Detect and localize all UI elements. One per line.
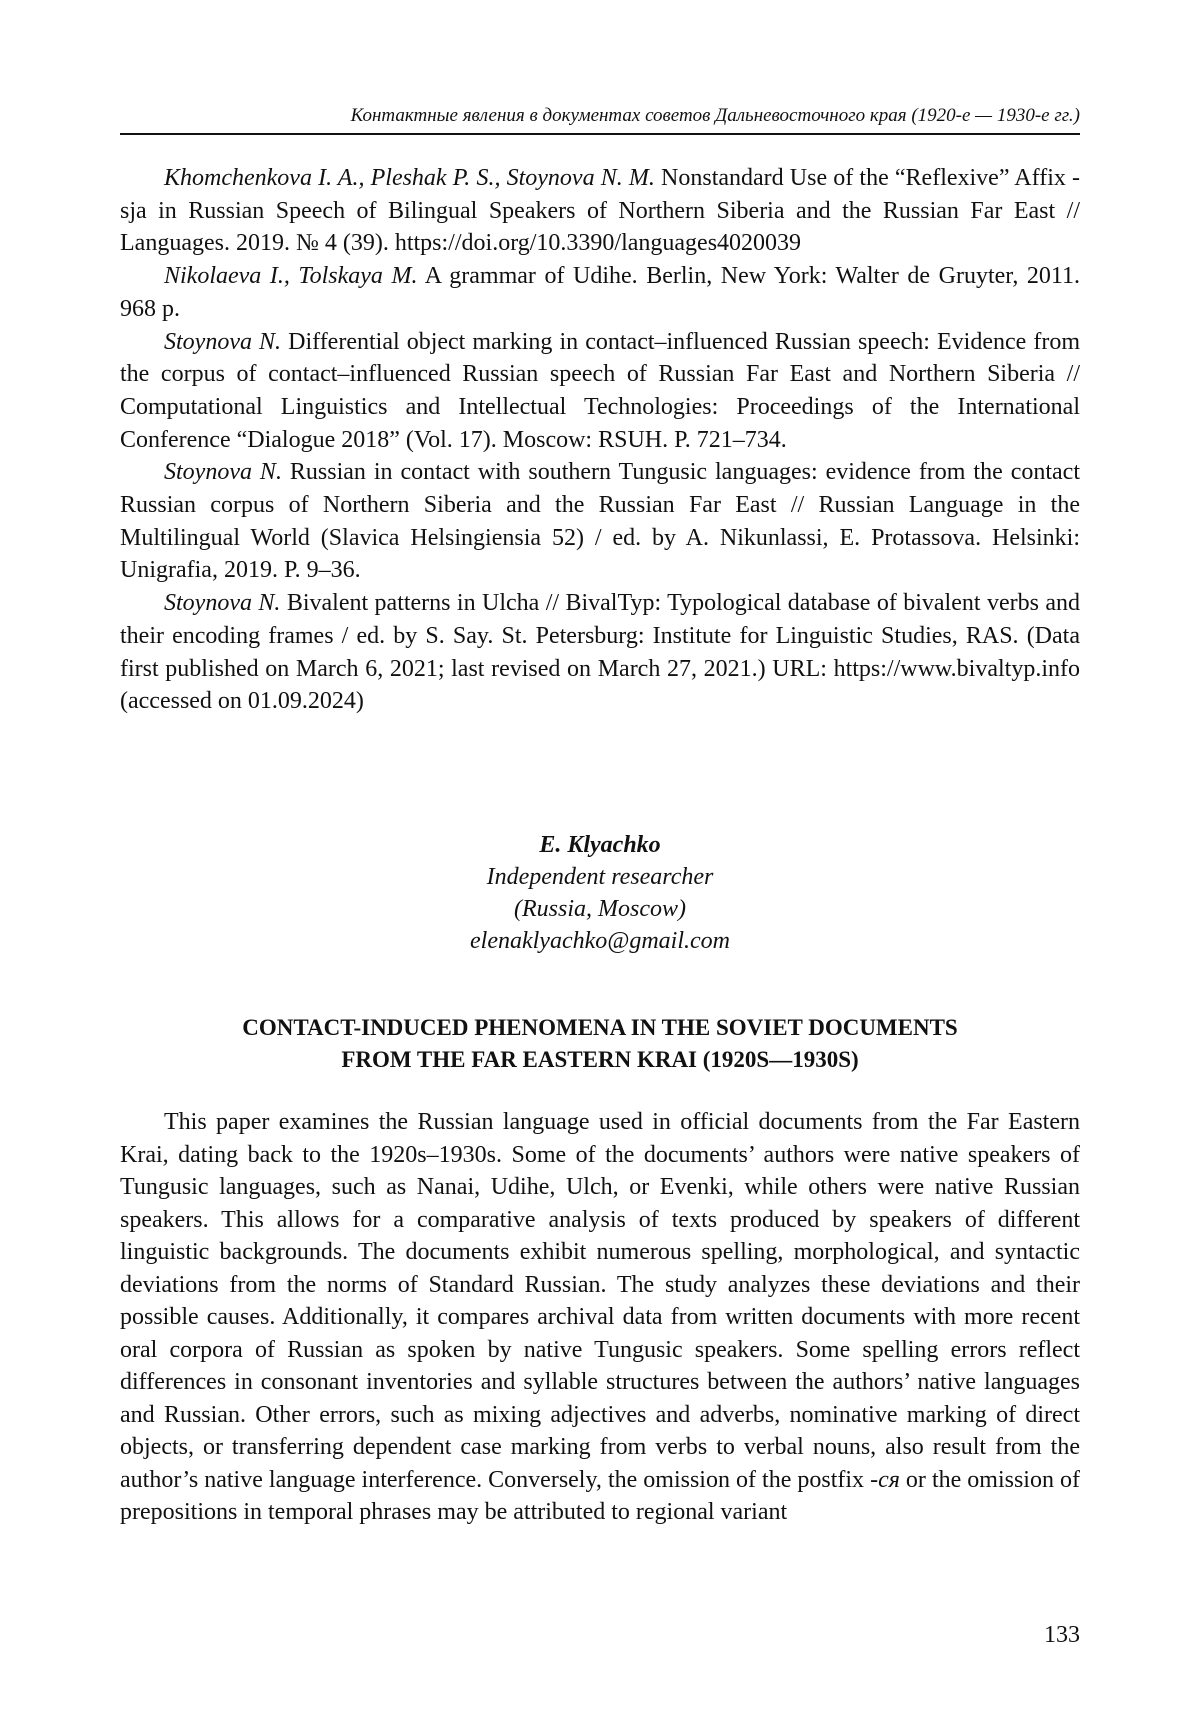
reference-item: [120, 587, 1080, 718]
reference-item: [120, 162, 1080, 260]
reference-text: Differential object marking in contact–influenced Russian speech: Evidence from the corpus of contact–influenced Russian speech of Russian Far East and Northern Siberia // Computational Linguistics and Intellectual Technologies: Proceedings of the International Conference “Dialogue 2018” (Vol. 17). Moscow: RSUH. P. 721–734.: [120, 328, 1081, 453]
page-number: 133: [1044, 1622, 1080, 1648]
reference-list: [120, 162, 1080, 718]
reference-text: Russian in contact with southern Tungusic languages: evidence from the contact Russian corpus of Northern Siberia and the Russian Far East // Russian Language in the Multilingual World (Slavica Helsingiensia 52) / ed. by A. Nikunlassi, E. Protassova. Helsinki: Unigrafia, 2019. P. 9–36.: [120, 459, 1081, 584]
abstract-text-part-1: This paper examines the Russian language used in official documents from the Far Eastern Krai, dating back to the 1920s–1930s. Some of the documents’ authors were native speakers of Tungusic languages, such as Nanai, Udihe, Ulch, or Evenki, while others were native Russian speakers. This allows for a comparative analysis of texts produced by speakers of different linguistic backgrounds. The documents exhibit numerous spelling, morphological, and syntactic deviations from the norms of Standard Russian. The study analyzes these deviations and their possible causes. Additionally, it compares archival data from written documents with more recent oral corpora of Russian as spoken by native Tungusic speakers. Some spelling errors reflect differences in consonant inventories and syllable structures between the authors’ native languages and Russian. Other errors, such as mixing adjectives and adverbs, nominative marking of direct objects, or transferring dependent case marking from verbs to verbal nouns, also result from the author’s native language interference. Conversely, the omission of the postfix: [120, 1109, 1080, 1493]
author-location: (Russia, Moscow): [514, 896, 686, 922]
reference-author: Khomchenkova I. A., Pleshak P. S., Stoynova N. M.: [164, 165, 655, 191]
author-affiliation: Independent researcher: [486, 864, 714, 890]
reference-text: Bivalent patterns in Ulcha // BivalTyp: Typological database of bivalent verbs and their encoding frames / ed. by S. Say. St. Petersburg: Institute for Linguistic Studies, RAS. (Data first published on March 6, 2021; last revised on March 27, 2021.) URL: https://www.bivaltyp.info (accessed on 01.09.2024): [120, 590, 1080, 715]
running-header: Контактные явления в документах советов Дальневосточного края (1920-е — 1930-е гг.): [350, 105, 1080, 126]
header-rule: [120, 133, 1080, 135]
article-title-line-2: FROM THE FAR EASTERN KRAI (1920S—1930S): [341, 1047, 859, 1072]
reference-item: [120, 456, 1080, 587]
abstract-postfix: -ся: [870, 1466, 900, 1493]
abstract-paragraph: [120, 1106, 1080, 1529]
reference-author: Nikolaeva I., Tolskaya M.: [164, 263, 418, 290]
reference-item: [120, 326, 1080, 457]
article-title: [120, 1012, 1080, 1076]
author-name: E. Klyachko: [539, 832, 661, 858]
abstract-text-part-2: or the omission of prepositions in temporal phrases may be attributed to regional variant: [120, 1466, 1080, 1525]
author-block: [120, 829, 1080, 957]
reference-author: Stoynova N.: [164, 328, 282, 355]
reference-item: [120, 260, 1080, 325]
reference-text: Nonstandard Use of the “Reflexive” Affix -sja in Russian Speech of Bilingual Speakers of Northern Siberia and the Russian Far East // Languages. 2019. № 4 (39). https://doi.org/10.3390/languages4020039: [120, 165, 1081, 257]
reference-author: Stoynova N.: [164, 590, 281, 617]
author-email: elenaklyachko@gmail.com: [470, 928, 730, 954]
reference-author: Stoynova N.: [164, 459, 282, 486]
article-title-line-1: CONTACT-INDUCED PHENOMENA IN THE SOVIET DOCUMENTS: [242, 1015, 958, 1040]
reference-text: A grammar of Udihe. Berlin, New York: Walter de Gruyter, 2011. 968 p.: [120, 263, 1081, 322]
